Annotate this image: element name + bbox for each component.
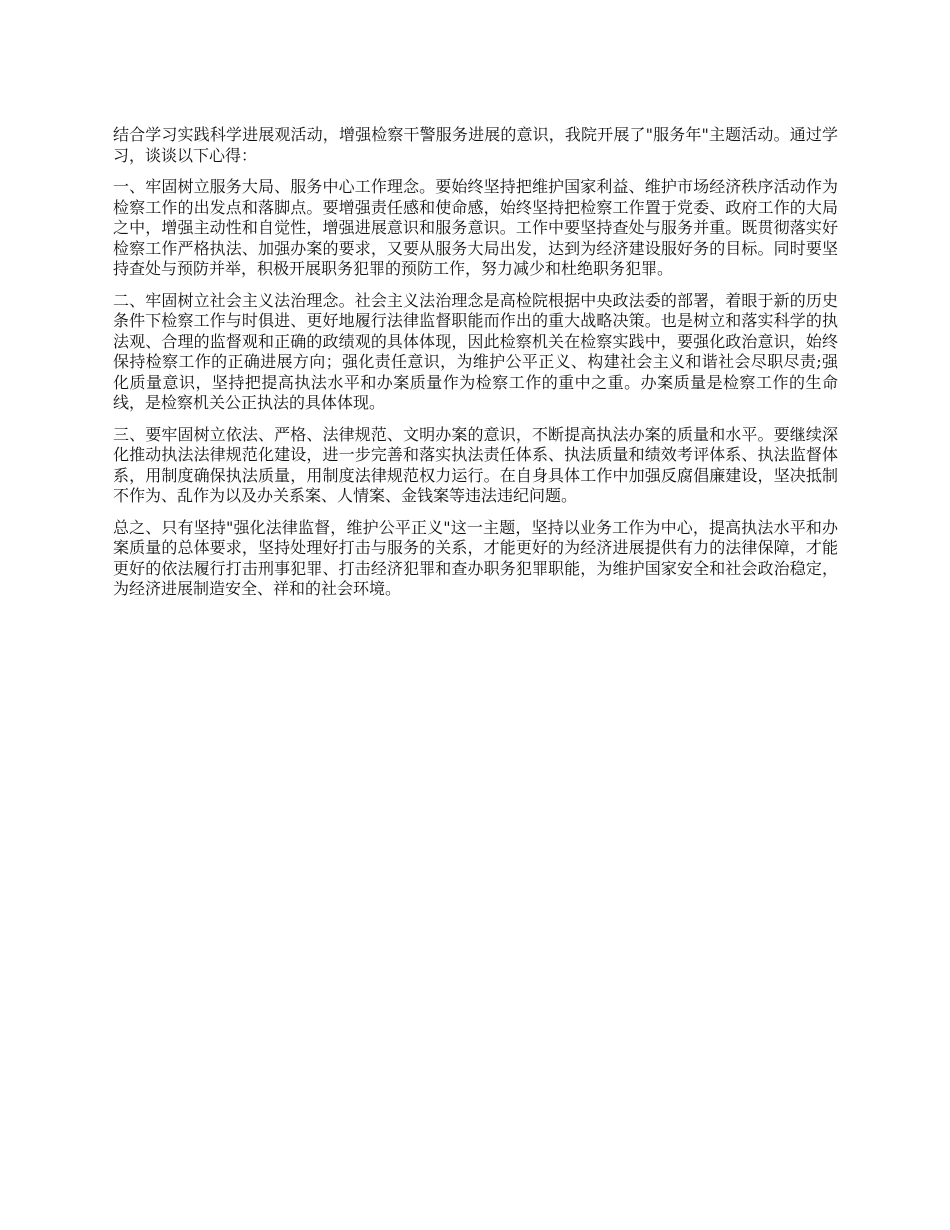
paragraph-section-2: 二、牢固树立社会主义法治理念。社会主义法治理念是高检院根据中央政法委的部署，着眼于新的历史条件下检察工作与时俱进、更好地履行法律监督职能而作出的重大战略决策。也是树立和落实科学的执法观、合理的监督观和正确的政绩观的具体体现，因此检察机关在检察实践中，要强化政治意识，始终保持检察工作的正确进展方向；强化责任意识，为维护公平正义、构建社会主义和谐社会尽职尽责;强化质量意识，坚持把提高执法水平和办案质量作为检察工作的重中之重。办案质量是检察工作的生命线，是检察机关公正执法的具体体现。 bbox=[113, 290, 838, 412]
paragraph-section-3: 三、要牢固树立依法、严格、法律规范、文明办案的意识，不断提高执法办案的质量和水平。要继续深化推动执法法律规范化建设，进一步完善和落实执法责任体系、执法质量和绩效考评体系、执法监督体系，用制度确保执法质量，用制度法律规范权力运行。在自身具体工作中加强反腐倡廉建设，坚决抵制不作为、乱作为以及办关系案、人情案、金钱案等违法违纪问题。 bbox=[113, 424, 838, 505]
conclusion-paragraph: 总之、只有坚持"强化法律监督，维护公平正义"这一主题，坚持以业务工作为中心，提高执法水平和办案质量的总体要求，坚持处理好打击与服务的关系，才能更好的为经济进展提供有力的法律保障，才能更好的依法履行打击刑事犯罪、打击经济犯罪和查办职务犯罪职能，为维护国家安全和社会政治稳定，为经济进展制造安全、祥和的社会环境。 bbox=[113, 517, 838, 598]
paragraph-section-1: 一、牢固树立服务大局、服务中心工作理念。要始终坚持把维护国家利益、维护市场经济秩序活动作为检察工作的出发点和落脚点。要增强责任感和使命感，始终坚持把检察工作置于党委、政府工作的大局之中，增强主动性和自觉性，增强进展意识和服务意识。工作中要坚持查处与服务并重。既贯彻落实好检察工作严格执法、加强办案的要求，又要从服务大局出发，达到为经济建设服好务的目标。同时要坚持查处与预防并举，积极开展职务犯罪的预防工作，努力减少和杜绝职务犯罪。 bbox=[113, 177, 838, 278]
document-body bbox=[113, 125, 838, 611]
intro-paragraph: 结合学习实践科学进展观活动，增强检察干警服务进展的意识，我院开展了"服务年"主题活动。通过学习，谈谈以下心得： bbox=[113, 125, 838, 165]
